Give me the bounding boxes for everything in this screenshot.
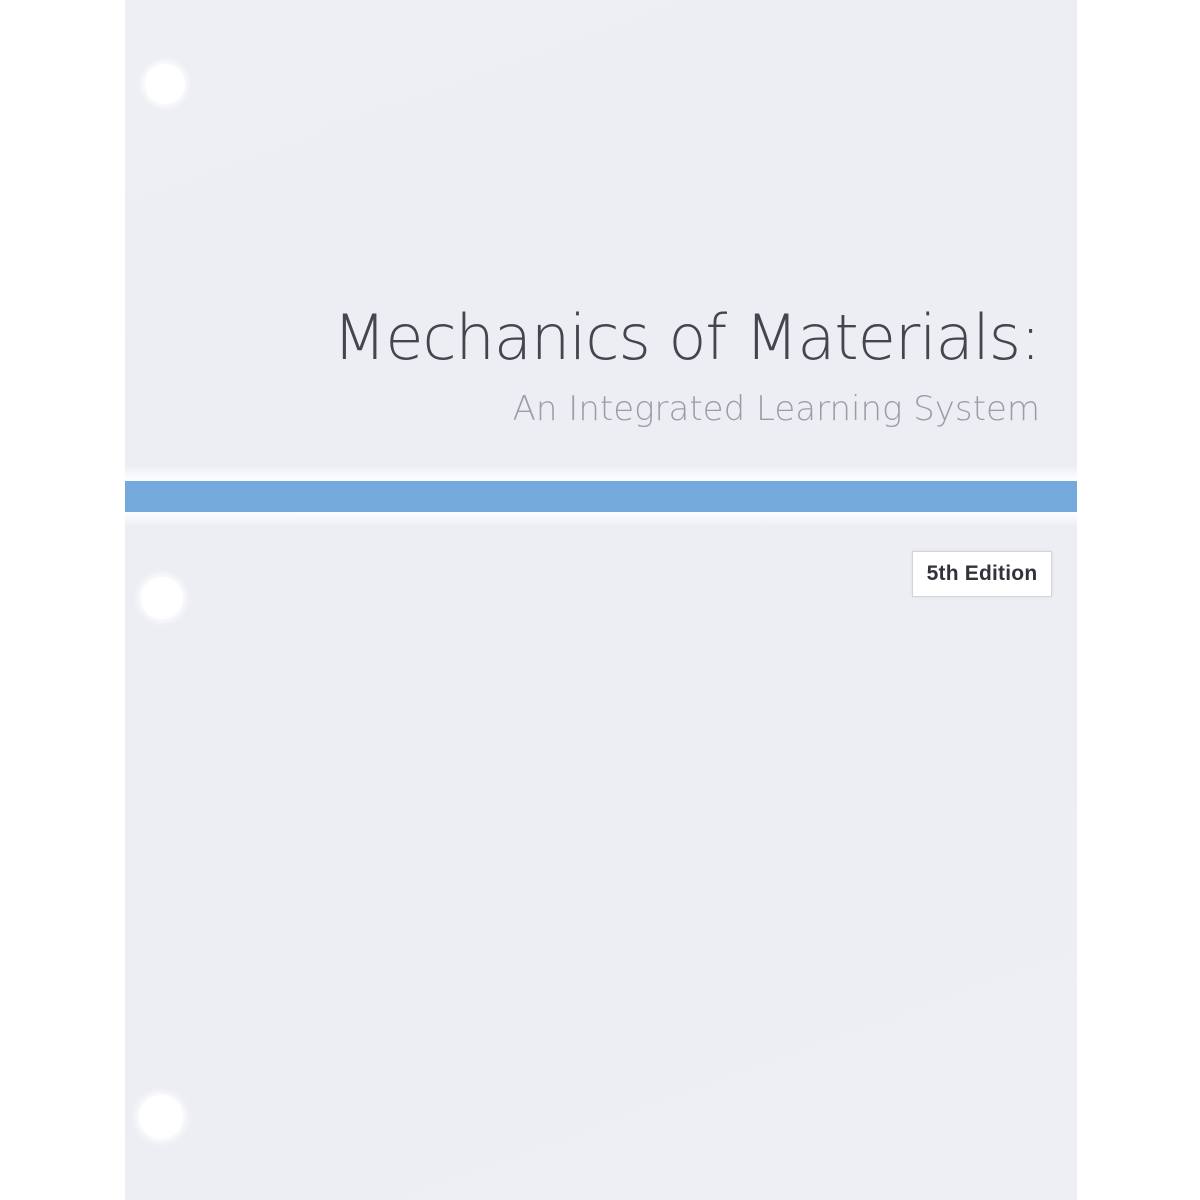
punch-hole-middle bbox=[141, 577, 183, 619]
book-cover-page bbox=[125, 0, 1077, 1200]
punch-hole-top bbox=[145, 64, 185, 104]
title-block bbox=[333, 302, 1040, 429]
edition-badge-label: 5th Edition bbox=[926, 562, 1038, 585]
edition-badge bbox=[912, 551, 1052, 597]
punch-hole-bottom bbox=[139, 1095, 183, 1139]
accent-stripe bbox=[125, 481, 1077, 512]
book-subtitle: An Integrated Learning System bbox=[512, 389, 1040, 430]
book-title: Mechanics of Materials: bbox=[332, 301, 1040, 374]
